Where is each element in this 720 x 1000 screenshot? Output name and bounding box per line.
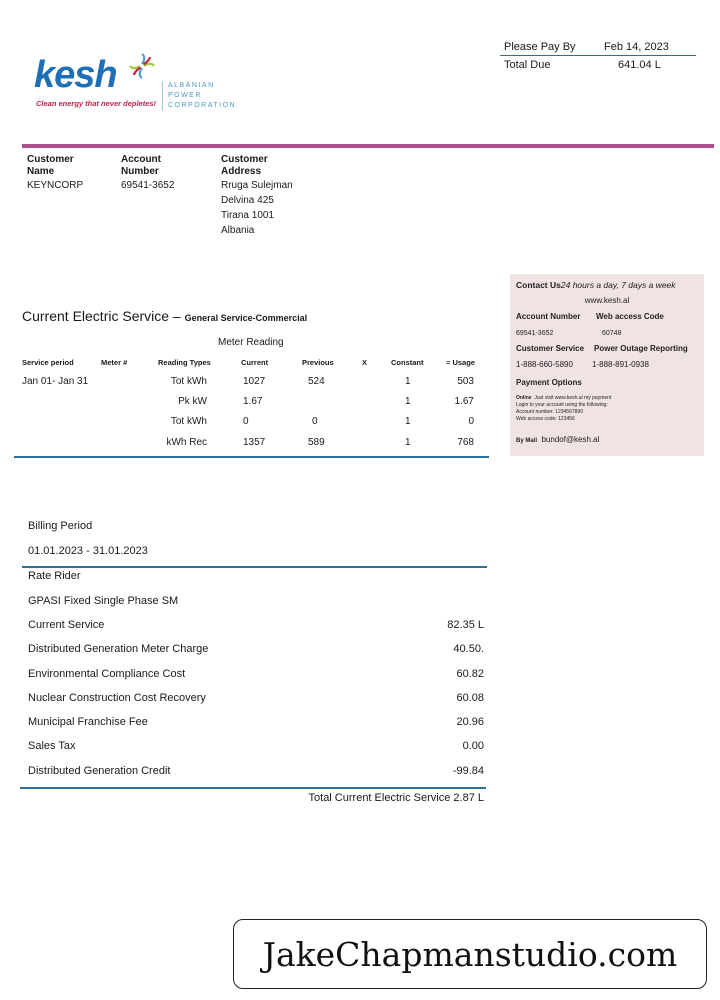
online-line: Web access code: 123456	[516, 416, 575, 422]
service-subtitle: General Service-Commercial	[184, 313, 308, 323]
rate-rider-label: Rate Rider	[28, 570, 81, 582]
col-constant: Constant	[391, 358, 424, 367]
charge-amount: -99.84	[452, 765, 484, 777]
contact-account-number: 69541-3652	[516, 330, 554, 337]
constant-value: 1	[405, 396, 411, 407]
outage-reporting-phone[interactable]: 1-888-891-0938	[592, 360, 649, 369]
charge-amount: 40.50.	[453, 643, 484, 655]
meter-reading-label: Meter Reading	[218, 337, 284, 348]
account-number-label: Number	[121, 166, 159, 177]
customer-address-label: Customer	[221, 154, 268, 165]
customer-name-block	[27, 154, 83, 193]
service-title	[22, 308, 307, 324]
pay-by-label: Please Pay By	[504, 40, 576, 53]
charge-amount: 60.82	[456, 668, 484, 680]
col-service-period: Service period	[22, 358, 74, 367]
service-period-value: Jan 01- Jan 31	[22, 376, 89, 387]
charge-amount: 60.08	[456, 692, 484, 704]
corp-line: CORPORATION	[168, 102, 237, 109]
address-line: Delvina 425	[221, 195, 274, 206]
current-reading: 1357	[243, 437, 266, 448]
watermark-badge: JakeChapmanstudio.com	[233, 919, 707, 989]
customer-service-heading: Customer Service	[516, 344, 585, 353]
customer-name-label: Name	[27, 166, 55, 177]
logo-corporation-name	[162, 81, 236, 111]
customer-address-label: Address	[221, 166, 262, 177]
charge-label: Sales Tax	[28, 740, 76, 752]
logo-tagline: Clean energy that never depletes!	[36, 99, 157, 108]
contact-panel	[510, 274, 704, 456]
total-due-value: 641.04 L	[618, 58, 661, 71]
bymail-email[interactable]: bundof@kesh.al	[541, 435, 600, 444]
header-divider	[22, 144, 714, 148]
pay-by-row	[500, 38, 696, 55]
payment-options-heading: Payment Options	[516, 378, 582, 387]
web-access-heading: Web access Code	[596, 312, 664, 321]
pay-by-value: Feb 14, 2023	[604, 40, 669, 53]
mail-payment-row	[516, 435, 599, 444]
customer-address-block	[221, 154, 293, 238]
charge-amount: 82.35 L	[447, 619, 484, 631]
contact-title: Contact Us	[516, 280, 561, 290]
online-line: Just visit www.kesh.al my payment	[534, 395, 612, 401]
charge-label: Current Service	[28, 619, 105, 631]
logo-wordmark: kesh	[34, 54, 117, 96]
reading-type: Tot kWh	[170, 416, 207, 427]
constant-value: 1	[405, 437, 411, 448]
previous-reading: 589	[308, 437, 325, 448]
customer-name-value: KEYNCORP	[27, 180, 84, 191]
current-reading: 0	[243, 416, 249, 427]
account-number-heading: Account Number	[516, 312, 581, 321]
account-number-block	[121, 154, 174, 193]
current-reading: 1.67	[243, 396, 263, 407]
customer-name-label: Customer	[27, 154, 74, 165]
col-previous: Previous	[302, 358, 334, 367]
billing-period-label: Billing Period	[28, 520, 93, 532]
service-title-text: Current Electric Service –	[22, 308, 181, 324]
address-line: Tirana 1001	[221, 210, 274, 221]
payment-summary	[500, 38, 696, 73]
online-line: Login to your account using the following:	[516, 402, 608, 408]
contact-web-access-code: 60748	[602, 330, 622, 337]
col-usage: = Usage	[446, 358, 475, 367]
address-line: Albania	[221, 225, 255, 236]
col-meter-number: Meter #	[101, 358, 128, 367]
rate-value: GPASI Fixed Single Phase SM	[28, 595, 179, 607]
charge-label: Municipal Franchise Fee	[28, 716, 148, 728]
total-service-label: Total Current Electric Service	[308, 792, 451, 804]
online-line: Account number: 1234567890	[516, 409, 583, 415]
constant-value: 1	[405, 376, 411, 387]
customer-service-phone[interactable]: 1-888-660-5890	[516, 360, 573, 369]
contact-heading	[516, 280, 676, 290]
total-due-row	[500, 56, 696, 73]
usage-value: 0	[468, 416, 474, 427]
billing-divider	[22, 566, 487, 568]
usage-value: 768	[457, 437, 474, 448]
account-number-label: Account	[121, 154, 161, 165]
col-x: X	[362, 358, 368, 367]
corp-line: ALBANIAN	[168, 82, 215, 89]
charge-label: Distributed Generation Credit	[28, 765, 171, 777]
previous-reading: 0	[312, 416, 318, 427]
usage-value: 1.67	[454, 396, 474, 407]
charge-label: Distributed Generation Meter Charge	[28, 643, 209, 655]
previous-reading: 524	[308, 376, 325, 387]
col-reading-types: Reading Types	[158, 358, 211, 367]
bymail-label: By Mail	[516, 438, 538, 444]
charge-label: Nuclear Construction Cost Recovery	[28, 692, 206, 704]
online-payment-text	[516, 395, 611, 423]
constant-value: 1	[405, 416, 411, 427]
contact-hours: 24 hours a day, 7 days a week	[560, 280, 676, 290]
outage-reporting-heading: Power Outage Reporting	[594, 344, 688, 353]
charge-amount: 20.96	[456, 716, 484, 728]
total-service-value: 2.87 L	[453, 792, 484, 804]
logo-flower-icon	[128, 52, 156, 80]
reading-type: Pk kW	[178, 396, 207, 407]
company-logo	[34, 54, 254, 114]
contact-website[interactable]: www.kesh.al	[584, 296, 630, 305]
col-current: Current	[241, 358, 269, 367]
billing-total-divider	[20, 787, 486, 789]
account-number-value: 69541-3652	[121, 180, 175, 191]
charge-amount: 0.00	[462, 740, 484, 752]
reading-type: kWh Rec	[166, 437, 207, 448]
address-line: Rruga Sulejman	[221, 180, 293, 191]
current-reading: 1027	[243, 376, 266, 387]
corp-line: POWER	[168, 92, 202, 99]
total-due-label: Total Due	[504, 58, 551, 71]
usage-value: 503	[457, 376, 474, 387]
meter-table-divider	[14, 456, 489, 458]
charge-label: Environmental Compliance Cost	[28, 668, 186, 680]
billing-period-value: 01.01.2023 - 31.01.2023	[28, 545, 148, 557]
reading-type: Tot kWh	[170, 376, 207, 387]
online-label: Online	[516, 395, 532, 401]
total-service-row	[309, 792, 484, 804]
